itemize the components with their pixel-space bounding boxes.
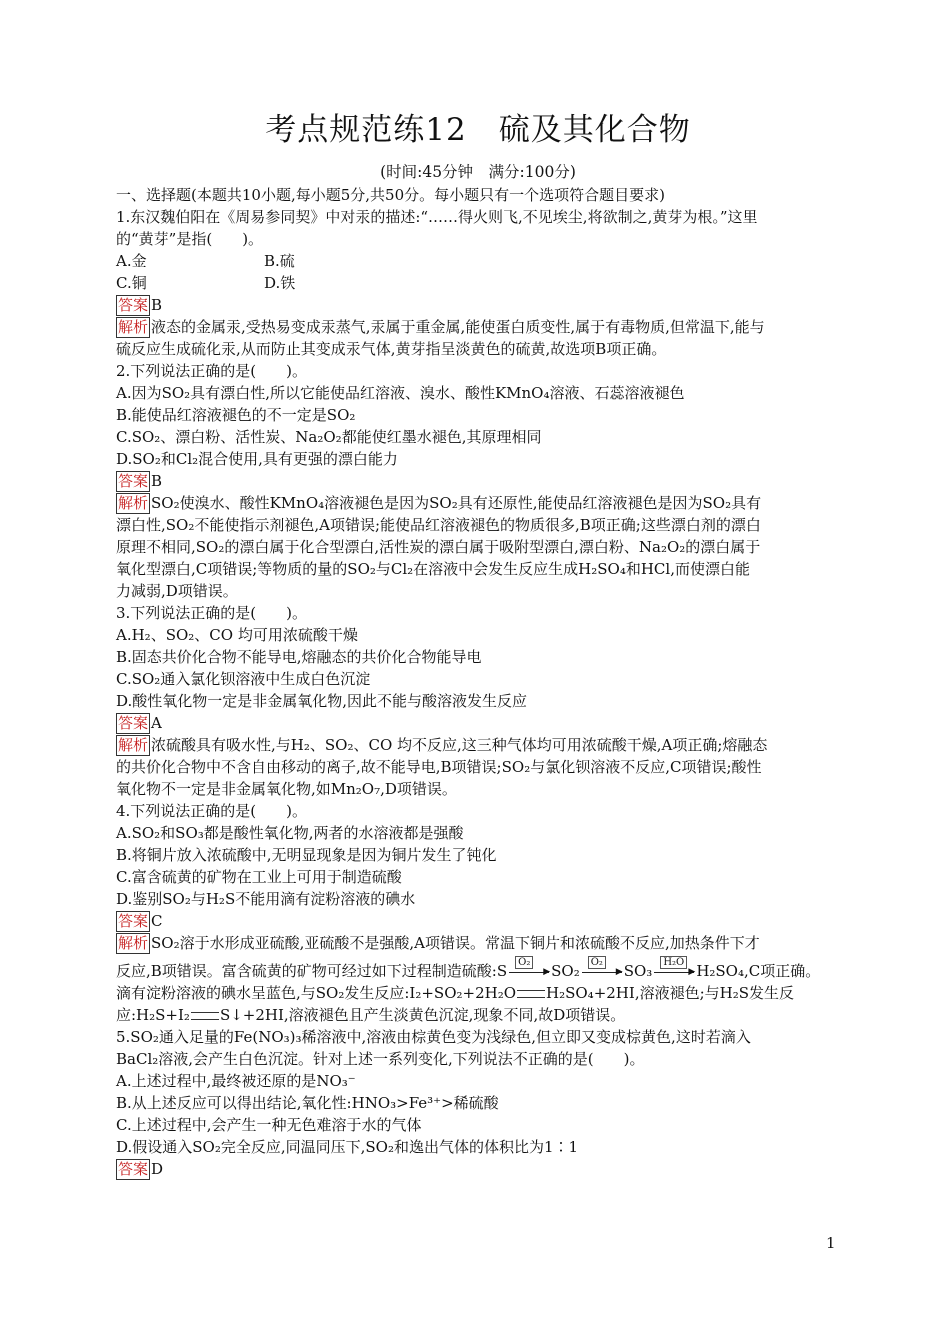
q2-answer — [116, 470, 840, 492]
q1-analysis-text-1: 液态的金属汞,受热易变成汞蒸气,汞属于重金属,能使蛋白质变性,属于有毒物质,但常温下,能与 — [151, 318, 765, 336]
equals-sign-icon — [191, 1012, 219, 1020]
q3-answer — [116, 712, 840, 734]
q4-analysis-text-2a: 反应,B项错误。富含硫黄的矿物可经过如下过程制造硫酸:S — [116, 962, 508, 980]
q1-answer — [116, 294, 840, 316]
q1-stem-line-2: 的“黄芽”是指( )。 — [116, 230, 264, 248]
q2-stem: 2.下列说法正确的是( )。 — [116, 362, 308, 380]
q5-stem-line-2: BaCl₂溶液,会产生白色沉淀。针对上述一系列变化,下列说法不正确的是( )。 — [116, 1050, 645, 1068]
q1-option-c: C.铜 — [116, 274, 147, 292]
q3-analysis-line-2: 的共价化合物中不含自由移动的离子,故不能导电,B项错误;SO₂与氯化钡溶液不反应,C项错误;酸性 — [116, 758, 762, 776]
q1-analysis — [116, 316, 840, 338]
q4-stem: 4.下列说法正确的是( )。 — [116, 802, 308, 820]
q3-option-b: B.固态共价化合物不能导电,熔融态的共价化合物能导电 — [116, 648, 482, 666]
q2-option-c: C.SO₂、漂白粉、活性炭、Na₂O₂都能使红墨水褪色,其原理相同 — [116, 428, 542, 446]
q2-option-d: D.SO₂和Cl₂混合使用,具有更强的漂白能力 — [116, 450, 398, 468]
reaction-arrow-o2-1: O₂ ▶ — [507, 960, 551, 982]
q5-stem-line-1: 5.SO₂通入足量的Fe(NO₃)₃稀溶液中,溶液由棕黄色变为浅绿色,但立即又变成棕黄色,这时若滴入 — [116, 1028, 751, 1046]
section-heading: 一、选择题(本题共10小题,每小题5分,共50分。每小题只有一个选项符合题目要求) — [116, 186, 665, 204]
arrow-label: O₂ — [588, 956, 606, 969]
q5-answer — [116, 1158, 840, 1180]
q4-analysis-text-2c: SO₃ — [623, 962, 653, 980]
q4-analysis-text-3b: H₂SO₄+2HI,溶液褪色;与H₂S发生反 — [546, 984, 795, 1002]
q1-analysis-line-2: 硫反应生成硫化汞,从而防止其变成汞气体,黄芽指呈淡黄色的硫黄,故选项B项正确。 — [116, 340, 667, 358]
q4-analysis-text-2d: H₂SO₄,C项正确。 — [696, 962, 821, 980]
q4-option-a: A.SO₂和SO₃都是酸性氧化物,两者的水溶液都是强酸 — [116, 824, 464, 842]
q3-option-a: A.H₂、SO₂、CO 均可用浓硫酸干燥 — [116, 626, 358, 644]
q4-analysis-line-3 — [116, 982, 840, 1004]
answer-tag: 答案 — [118, 296, 149, 314]
reaction-arrow-o2-2: O₂ ▶ — [580, 960, 624, 982]
q4-analysis-line-4 — [116, 1004, 840, 1026]
q4-analysis-text-4b: S↓+2HI,溶液褪色且产生淡黄色沉淀,现象不同,故D项错误。 — [219, 1006, 626, 1024]
arrow-label: O₂ — [515, 956, 533, 969]
analysis-tag: 解析 — [118, 318, 149, 336]
equals-sign-icon — [517, 990, 545, 998]
q2-analysis — [116, 492, 840, 514]
q5-option-b: B.从上述反应可以得出结论,氧化性:HNO₃>Fe³⁺>稀硫酸 — [116, 1094, 499, 1112]
q2-analysis-line-5: 力减弱,D项错误。 — [116, 582, 238, 600]
page-title: 考点规范练12 硫及其化合物 — [265, 112, 691, 148]
q4-analysis — [116, 932, 840, 954]
q5-answer-value: D — [151, 1160, 164, 1178]
q4-answer-value: C — [151, 912, 163, 930]
q2-analysis-text-1: SO₂使溴水、酸性KMnO₄溶液褪色是因为SO₂具有还原性,能使品红溶液褪色是因为SO₂具有 — [151, 494, 762, 512]
q1-options-row-1 — [116, 250, 840, 272]
q1-stem-line-1: 1.东汉魏伯阳在《周易参同契》中对汞的描述:“……得火则飞,不见埃尘,将欲制之,黄芽为根。”这里 — [116, 208, 758, 226]
q5-option-a: A.上述过程中,最终被还原的是NO₃⁻ — [116, 1072, 356, 1090]
q4-analysis-text-3a: 滴有淀粉溶液的碘水呈蓝色,与SO₂发生反应:I₂+SO₂+2H₂O — [116, 984, 517, 1002]
q4-analysis-text-2b: SO₂ — [551, 962, 580, 980]
q4-option-b: B.将铜片放入浓硫酸中,无明显现象是因为铜片发生了钝化 — [116, 846, 497, 864]
q4-analysis-line-2 — [116, 957, 840, 982]
q3-analysis-text-1: 浓硫酸具有吸水性,与H₂、SO₂、CO 均不反应,这三种气体均可用浓硫酸干燥,A项正确;熔融态 — [151, 736, 768, 754]
q5-option-d: D.假设通入SO₂完全反应,同温同压下,SO₂和逸出气体的体积比为1∶1 — [116, 1138, 579, 1156]
page-number: 1 — [826, 1234, 836, 1252]
q1-option-b: B.硫 — [264, 252, 295, 270]
q3-analysis-line-3: 氧化物不一定是非金属氧化物,如Mn₂O₇,D项错误。 — [116, 780, 457, 798]
q2-option-b: B.能使品红溶液褪色的不一定是SO₂ — [116, 406, 356, 424]
q1-options-row-2 — [116, 272, 840, 294]
q4-analysis-text-4a: 应:H₂S+I₂ — [116, 1006, 190, 1024]
q3-stem: 3.下列说法正确的是( )。 — [116, 604, 308, 622]
q4-option-d: D.鉴别SO₂与H₂S不能用滴有淀粉溶液的碘水 — [116, 890, 416, 908]
reaction-arrow-h2o: H₂O ▶ — [652, 960, 696, 982]
page-subtitle: (时间:45分钟 满分:100分) — [380, 163, 576, 181]
q1-option-a: A.金 — [116, 252, 147, 270]
q5-option-c: C.上述过程中,会产生一种无色难溶于水的气体 — [116, 1116, 422, 1134]
analysis-tag: 解析 — [118, 736, 149, 754]
answer-tag: 答案 — [118, 714, 149, 732]
analysis-tag: 解析 — [118, 934, 149, 952]
q2-option-a: A.因为SO₂具有漂白性,所以它能使品红溶液、溴水、酸性KMnO₄溶液、石蕊溶液褪色 — [116, 384, 685, 402]
answer-tag: 答案 — [118, 1160, 149, 1178]
q4-analysis-text-1: SO₂溶于水形成亚硫酸,亚硫酸不是强酸,A项错误。常温下铜片和浓硫酸不反应,加热条件下才 — [151, 934, 760, 952]
analysis-tag: 解析 — [118, 494, 149, 512]
q1-answer-value: B — [151, 296, 163, 314]
q2-analysis-line-4: 氧化型漂白,C项错误;等物质的量的SO₂与Cl₂在溶液中会发生反应生成H₂SO₄和HCl,而使漂白能 — [116, 560, 750, 578]
q3-option-d: D.酸性氧化物一定是非金属氧化物,因此不能与酸溶液发生反应 — [116, 692, 528, 710]
q1-option-d: D.铁 — [264, 274, 296, 292]
q4-answer — [116, 910, 840, 932]
answer-tag: 答案 — [118, 472, 149, 490]
q3-answer-value: A — [151, 714, 162, 732]
q3-option-c: C.SO₂通入氯化钡溶液中生成白色沉淀 — [116, 670, 371, 688]
q2-analysis-line-2: 漂白性,SO₂不能使指示剂褪色,A项错误;能使品红溶液褪色的物质很多,B项正确;这些漂白剂的漂白 — [116, 516, 761, 534]
q4-option-c: C.富含硫黄的矿物在工业上可用于制造硫酸 — [116, 868, 402, 886]
arrow-label: H₂O — [660, 956, 687, 969]
answer-tag: 答案 — [118, 912, 149, 930]
q2-answer-value: B — [151, 472, 163, 490]
q3-analysis — [116, 734, 840, 756]
document-body — [116, 184, 840, 1180]
q2-analysis-line-3: 原理不相同,SO₂的漂白属于化合型漂白,活性炭的漂白属于吸附型漂白,漂白粉、Na₂O₂的漂白属于 — [116, 538, 761, 556]
